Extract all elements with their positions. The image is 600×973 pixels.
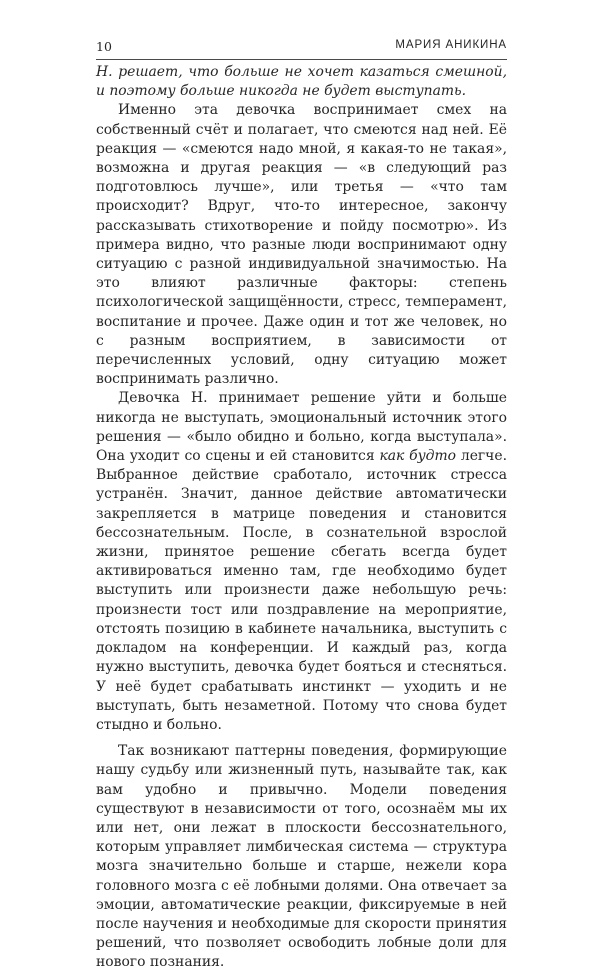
page-body	[96, 63, 507, 973]
paragraph-1-italic: Н. решает, что больше не хочет казаться смешной, и поэтому больше никогда не будет выступать.	[96, 64, 507, 100]
page-header	[96, 39, 507, 60]
paragraph-4	[96, 742, 507, 972]
paragraph-2-text: Именно эта девочка воспринимает смех на собственный счёт и полагает, что смеются над ней. Её реакция — «смеются надо мной, я какая-то не такая», возможна и другая реакция — «в следующий раз подготовлюсь лучше», или третья — «что там происходит? Вдруг, что-то интересное, закончу рассказывать стихотворение и пойду посмотрю». Из примера видно, что разные люди воспринимают одну ситуацию с разной индивидуальной значимостью. На это влияют различные факторы: степень психологической защищённости, стресс, темперамент, воспитание и прочее. Даже один и тот же человек, но с разным восприятием, в зависимости от перечисленных условий, одну ситуацию может воспринимать различно.	[96, 102, 507, 388]
page-number: 10	[96, 39, 112, 54]
paragraph-3	[96, 389, 507, 735]
paragraph-4-text: Так возникают паттерны поведения, формирующие нашу судьбу или жизненный путь, называйте так, как вам удобно и привычно. Модели поведения существуют в независимости от того, осознаём мы их или нет, они лежат в плоскости бессознательного, которым управляет лимбическая система — структура мозга значительно больше и старше, нежели кора головного мозга с её лобными долями. Она отвечает за эмоции, автоматические реакции, фиксируемые в ней после научения и необходимые для скорости принятия решений, что позволяет освободить лобные доли для нового познания.	[96, 743, 507, 971]
paragraph-3-italic: как будто	[379, 448, 457, 465]
paragraph-3-text-b: легче. Выбранное действие сработало, источник стресса устранён. Значит, данное действие автоматически закрепляется в матрице поведения и становится бессознательным. После, в сознательной взрослой жизни, принятое решение сбегать всегда будет активироваться именно там, где необходимо будет выступить или произнести даже небольшую речь: произнести тост или поздравление на мероприятие, отстоять позицию в кабинете начальника, выступить с докладом на конференции. И каждый раз, когда нужно выступить, девочка будет бояться и стесняться. У неё будет срабатывать инстинкт — уходить и не выступать, быть незаметной. Потому что снова будет стыдно и больно.	[96, 448, 508, 733]
paragraph-1	[96, 63, 507, 101]
paragraph-3-text-a: Девочка Н. принимает решение уйти и больше никогда не выступать, эмоциональный источник этого решения — «было обидно и больно, когда выступала». Она уходит со сцены и ей становится	[96, 390, 507, 465]
running-title: МАРИЯ АНИКИНА	[395, 39, 507, 51]
paragraph-2	[96, 101, 507, 389]
